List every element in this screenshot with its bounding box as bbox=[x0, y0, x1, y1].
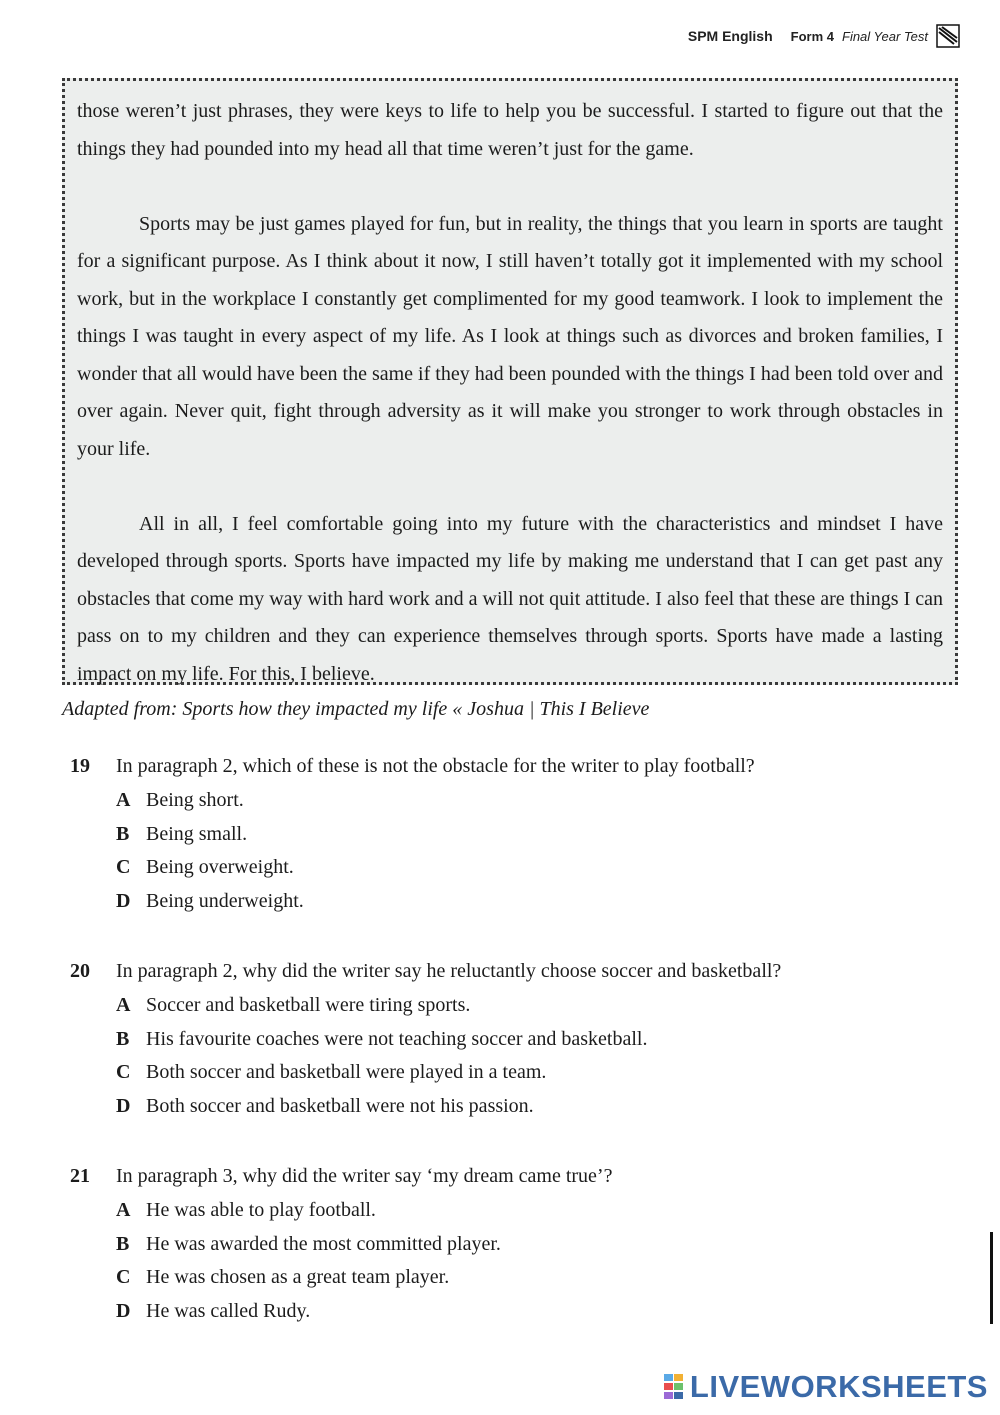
option-letter: B bbox=[116, 1232, 130, 1255]
question-number: 21 bbox=[70, 1165, 90, 1187]
option-d[interactable] bbox=[116, 1300, 950, 1334]
header-subject: SPM English bbox=[687, 28, 773, 44]
option-b[interactable] bbox=[116, 1233, 950, 1267]
option-letter: A bbox=[116, 994, 131, 1016]
brand-text: LIVEWORKSHEETS bbox=[689, 1369, 988, 1404]
question-19 bbox=[70, 755, 950, 923]
question-text: In paragraph 3, why did the writer say ‘my dream came true’? bbox=[116, 1165, 613, 1187]
option-letter: D bbox=[116, 1094, 131, 1117]
option-letter: D bbox=[116, 1299, 131, 1322]
option-text: Both soccer and basketball were played in a team. bbox=[146, 1061, 547, 1083]
question-text: In paragraph 2, why did the writer say he reluctantly choose soccer and basketball? bbox=[116, 960, 782, 982]
reading-passage bbox=[62, 78, 958, 685]
speed-logo-icon bbox=[936, 24, 960, 48]
option-c[interactable] bbox=[116, 1266, 950, 1300]
option-text: Being small. bbox=[146, 822, 248, 845]
option-letter: A bbox=[116, 1199, 131, 1221]
passage-paragraph-2: Sports may be just games played for fun, but in reality, the things that you learn in sports are taught for a significant purpose. As I think about it now, I still haven’t totally got it implemented with my school work, but in the workplace I constantly get complimented for my good teamwork. I look to implement the things I was taught in every aspect of my life. As I look at things such as divorces and broken families, I wonder that all would have been the same if they had been pounded with the things I had been told over and over again. Never quit, fight through adversity as it will make you stronger to work through obstacles in your life. bbox=[77, 212, 943, 460]
passage-source: Adapted from: Sports how they impacted my life « Joshua | This I Believe bbox=[62, 698, 650, 720]
header-test: Final Year Test bbox=[842, 28, 928, 44]
option-text: Being overweight. bbox=[146, 856, 294, 878]
question-20 bbox=[70, 960, 950, 1128]
option-text: He was called Rudy. bbox=[146, 1299, 311, 1322]
question-number: 20 bbox=[70, 960, 90, 982]
option-b[interactable] bbox=[116, 1028, 950, 1062]
option-letter: B bbox=[116, 1027, 130, 1050]
question-text: In paragraph 2, which of these is not the obstacle for the writer to play football? bbox=[116, 755, 755, 777]
option-d[interactable] bbox=[116, 890, 950, 924]
option-text: Being underweight. bbox=[146, 889, 304, 912]
option-text: He was awarded the most committed player. bbox=[146, 1232, 501, 1255]
option-a[interactable] bbox=[116, 1199, 950, 1233]
option-letter: C bbox=[116, 856, 131, 878]
option-letter: C bbox=[116, 1266, 131, 1288]
option-text: His favourite coaches were not teaching soccer and basketball. bbox=[146, 1027, 648, 1050]
passage-paragraph-1: those weren’t just phrases, they were keys to life to help you be successful. I started to figure out that the things they had pounded into my head all that time weren’t just for the game. bbox=[77, 100, 943, 160]
page-header bbox=[688, 24, 960, 48]
header-form: Form 4 bbox=[790, 28, 834, 44]
liveworksheets-logo-icon bbox=[664, 1374, 684, 1400]
question-21 bbox=[70, 1165, 950, 1333]
option-text: He was chosen as a great team player. bbox=[146, 1266, 450, 1288]
option-letter: A bbox=[116, 789, 131, 811]
option-c[interactable] bbox=[116, 856, 950, 890]
option-c[interactable] bbox=[116, 1061, 950, 1095]
option-b[interactable] bbox=[116, 823, 950, 857]
option-a[interactable] bbox=[116, 994, 950, 1028]
option-text: He was able to play football. bbox=[146, 1199, 376, 1221]
option-letter: B bbox=[116, 822, 130, 845]
passage-paragraph-3: All in all, I feel comfortable going into my future with the characteristics and mindset I have developed through sports. Sports have impacted my life by making me understand that I can get past any obstacles that come my way with hard work and a will not quit attitude. I also feel that these are things I can pass on to my children and they can experience themselves through sports. Sports have made a lasting impact on my life. For this, I believe. bbox=[77, 512, 943, 685]
liveworksheets-brand[interactable] bbox=[664, 1369, 988, 1405]
option-letter: C bbox=[116, 1061, 131, 1083]
option-text: Being short. bbox=[146, 789, 244, 811]
margin-mark bbox=[990, 1232, 993, 1324]
question-number: 19 bbox=[70, 755, 90, 777]
option-d[interactable] bbox=[116, 1095, 950, 1129]
option-text: Both soccer and basketball were not his passion. bbox=[146, 1094, 534, 1117]
option-text: Soccer and basketball were tiring sports. bbox=[146, 994, 471, 1016]
option-letter: D bbox=[116, 889, 131, 912]
option-a[interactable] bbox=[116, 789, 950, 823]
